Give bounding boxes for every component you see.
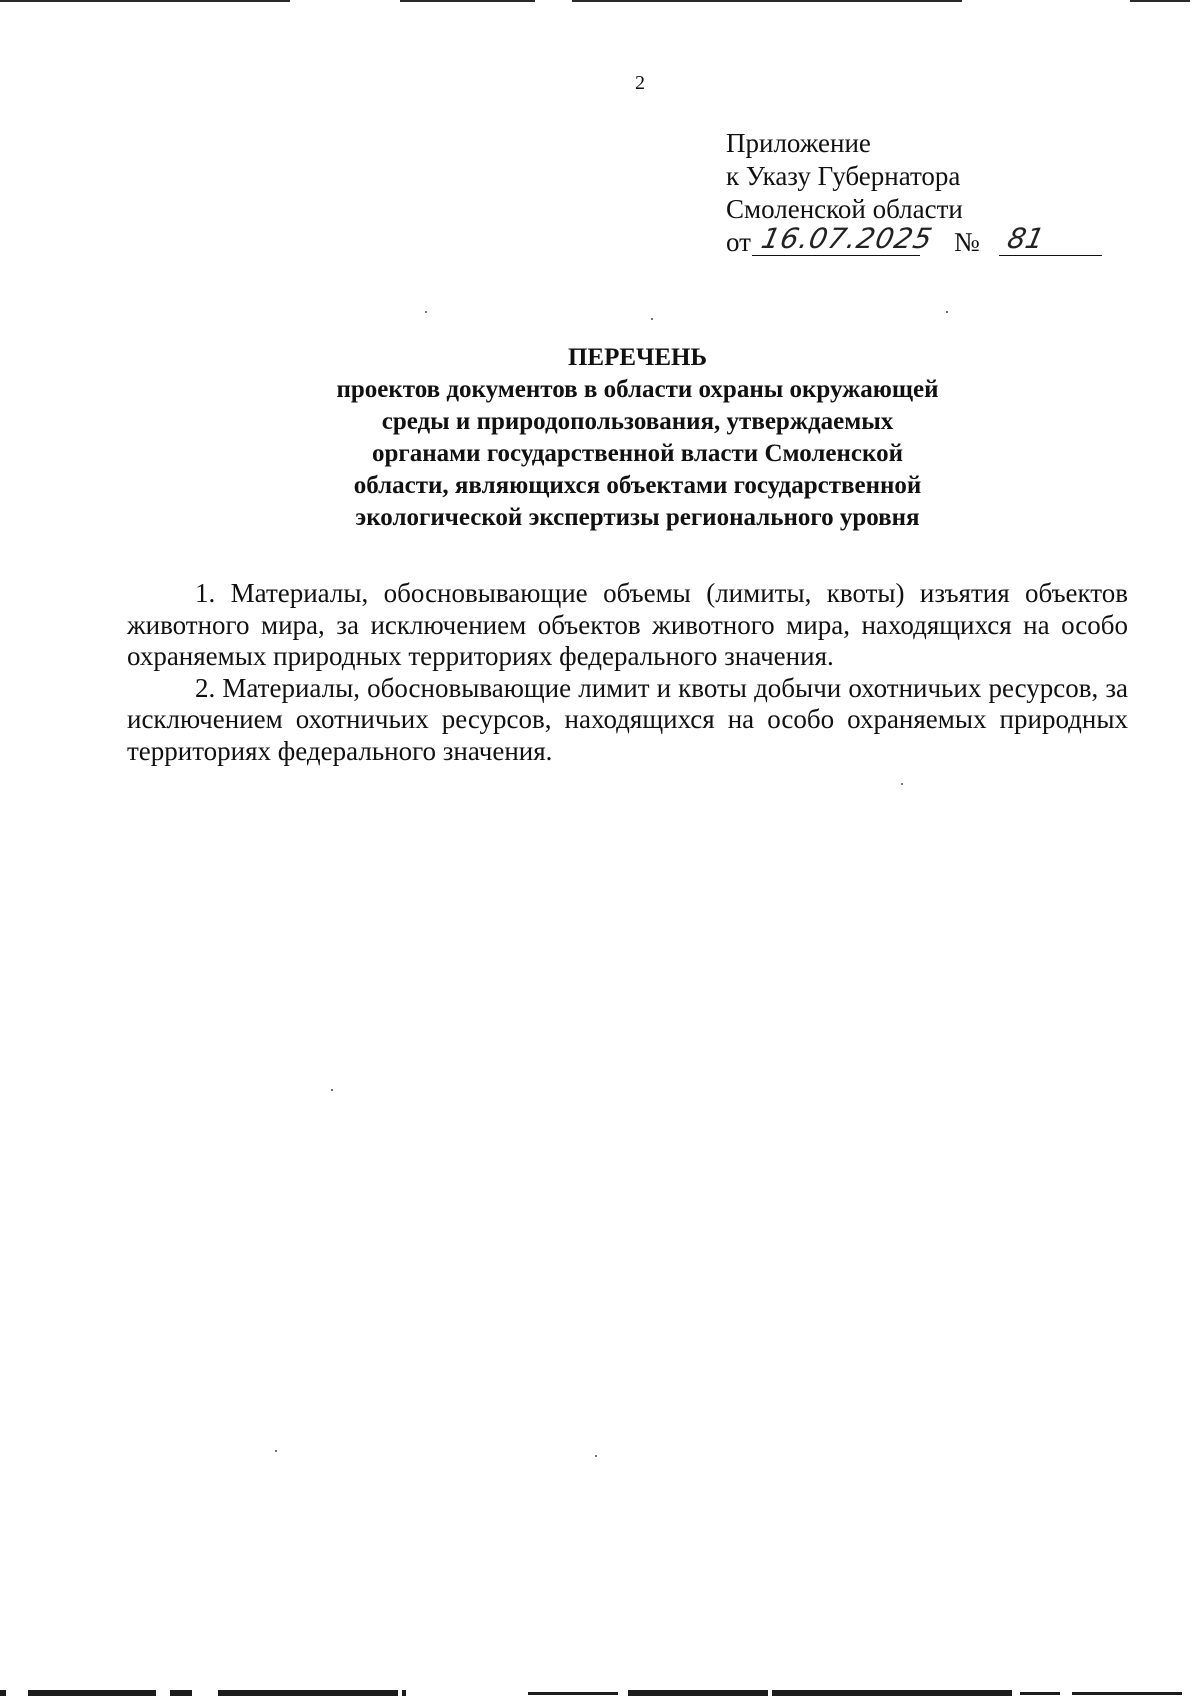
scan-edge-line: [1130, 0, 1190, 2]
appendix-line: Смоленской области: [726, 194, 963, 224]
title-line: области, являющихся объектами государственной: [353, 472, 922, 499]
scan-speck: [651, 318, 653, 320]
title-line: проектов документов в области охраны окружающей: [336, 376, 939, 403]
page-number: 2: [635, 72, 645, 94]
document-body: [127, 578, 1128, 767]
title-heading: ПЕРЕЧЕНЬ: [567, 344, 708, 371]
scan-speck: [425, 311, 427, 313]
scan-edge-line: [0, 0, 290, 2]
scan-edge-strip: [402, 1690, 406, 1696]
scan-edge-strip: [218, 1690, 398, 1696]
scan-speck: [595, 1455, 597, 1457]
title-line: экологической экспертизы регионального уровня: [355, 504, 920, 531]
date-prefix: от: [726, 227, 751, 257]
scan-edge-strip: [772, 1690, 1012, 1696]
document-title: [240, 342, 1035, 534]
scan-edge-strip: [170, 1690, 192, 1696]
scan-edge-line: [400, 0, 535, 2]
number-sign: №: [954, 227, 980, 257]
title-line: органами государственной власти Смоленской: [371, 440, 903, 467]
date-underline: [752, 255, 920, 256]
scan-speck: [901, 783, 903, 785]
scan-edge-strip: [28, 1690, 156, 1696]
scan-edge-line: [572, 0, 962, 2]
appendix-block: [726, 127, 1048, 259]
appendix-line: Приложение: [726, 128, 871, 158]
appendix-line: к Указу Губернатора: [726, 161, 961, 191]
list-paragraph: 2. Материалы, обосновывающие лимит и квоты добычи охотничьих ресурсов, за исключением охотничьих ресурсов, находящихся на особо охраняемых природных территориях федерального значения.: [127, 672, 1128, 766]
scan-edge-strip: [0, 1690, 6, 1696]
number-underline: [999, 255, 1102, 256]
scan-speck: [946, 311, 948, 313]
scan-speck: [331, 1089, 333, 1091]
scan-edge-strip: [1072, 1692, 1182, 1695]
handwritten-number: 81: [1004, 222, 1048, 255]
scan-edge-strip: [628, 1690, 768, 1696]
scan-edge-strip: [528, 1692, 618, 1695]
scan-edge-strip: [1020, 1692, 1060, 1695]
list-paragraph: 1. Материалы, обосновывающие объемы (лимиты, квоты) изъятия объектов животного мира, за исключением объектов животного мира, находящихся на особо охраняемых природных территориях федерального значения.: [127, 578, 1128, 671]
title-line: среды и природопользования, утверждаемых: [381, 408, 894, 435]
scan-speck: [275, 1450, 277, 1452]
decree-date-number-line: [726, 222, 1048, 259]
handwritten-date: 16.07.2025: [758, 222, 936, 255]
